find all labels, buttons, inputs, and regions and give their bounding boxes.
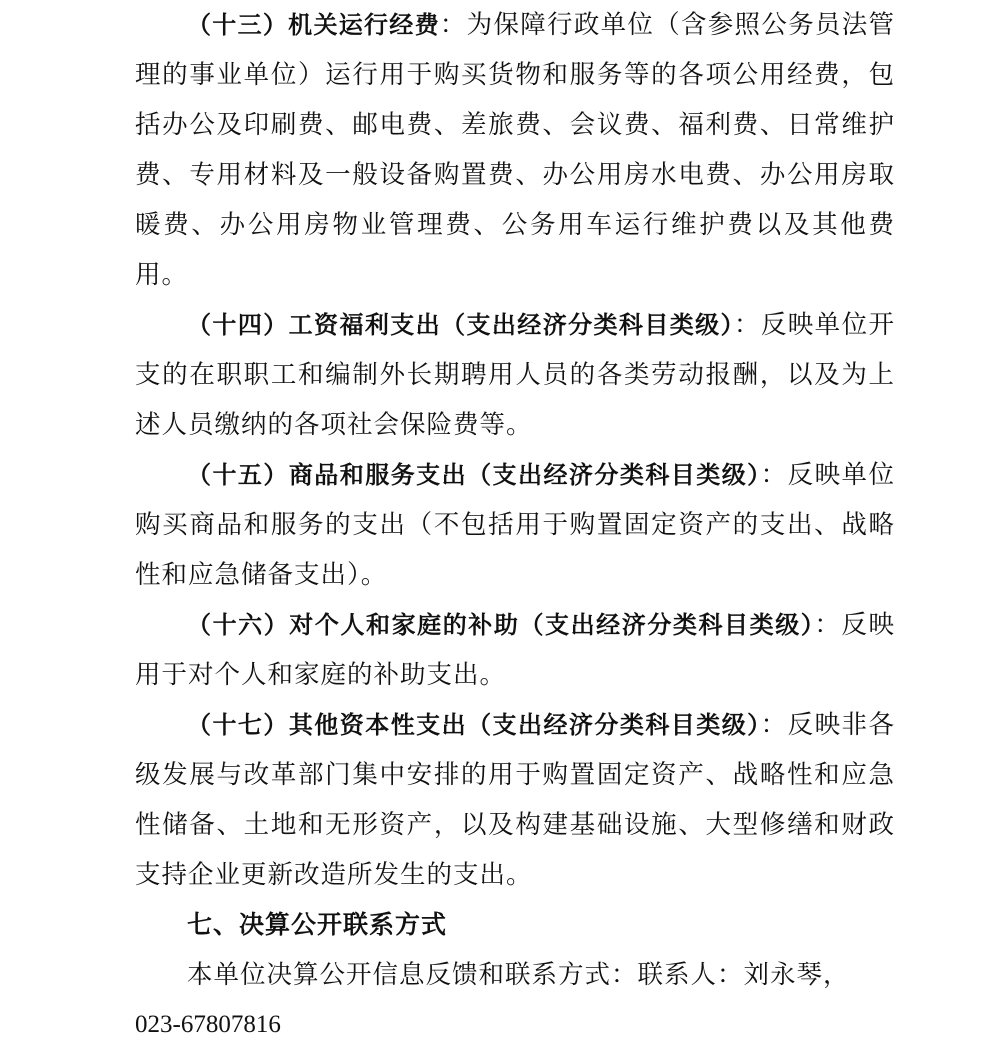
item-15-body: ：反映单位购买商品和服务的支出（不包括用于购置固定资产的支出、战略性和应急储备支出）。 [135, 460, 895, 590]
item-15-heading: （十五）商品和服务支出（支出经济分类科目类级） [187, 461, 761, 489]
item-14-paragraph [135, 300, 895, 450]
item-16-paragraph [135, 600, 895, 700]
item-17-paragraph [135, 700, 895, 900]
item-14-body: ：反映单位开支的在职职工和编制外长期聘用人员的各类劳动报酬，以及为上述人员缴纳的各项社会保险费等。 [135, 310, 895, 440]
item-16-body: ：反映用于对个人和家庭的补助支出。 [135, 610, 895, 690]
item-16-heading: （十六）对个人和家庭的补助（支出经济分类科目类级） [187, 611, 815, 639]
contact-text: 本单位决算公开信息反馈和联系方式：联系人：刘永琴， [187, 960, 850, 990]
item-14-heading: （十四）工资福利支出（支出经济分类科目类级） [187, 311, 734, 339]
item-15-paragraph [135, 450, 895, 600]
item-17-heading: （十七）其他资本性支出（支出经济分类科目类级） [187, 711, 761, 739]
item-13-heading: （十三）机关运行经费 [187, 11, 440, 39]
section-title: 七、决算公开联系方式 [187, 910, 448, 939]
item-13-body: ：为保障行政单位（含参照公务员法管理的事业单位）运行用于购买货物和服务等的各项公用经费，包括办公及印刷费、邮电费、差旅费、会议费、福利费、日常维护费、专用材料及一般设备购置费、办公用房水电费、办公用房取暖费、办公用房物业管理费、公务用车运行维护费以及其他费用。 [135, 10, 895, 290]
contact-phone: 023-67807816 [135, 1011, 281, 1038]
item-13-paragraph [135, 0, 895, 300]
item-17-body: ：反映非各级发展与改革部门集中安排的用于购置固定资产、战略性和应急性储备、土地和无形资产，以及构建基础设施、大型修缮和财政支持企业更新改造所发生的支出。 [135, 710, 895, 890]
